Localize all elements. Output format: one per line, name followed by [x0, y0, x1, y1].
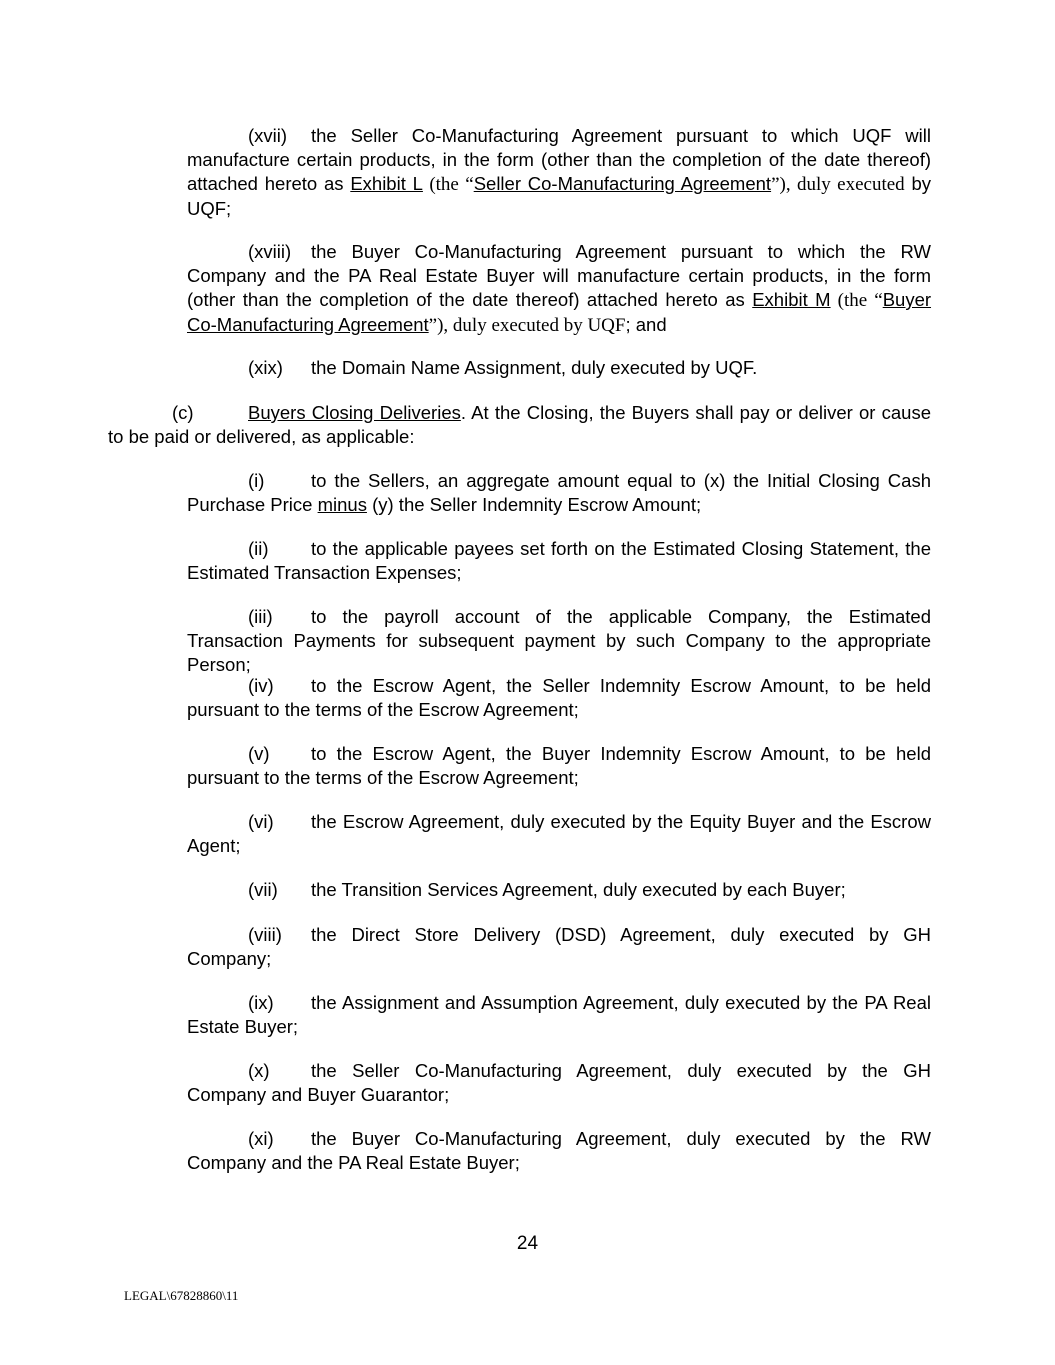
item-text: the Buyer Co-Manufacturing Agreement, duly executed by the RW Company and the PA Real Estate Buyer;	[187, 1128, 931, 1173]
item-number: (vi)	[248, 811, 274, 832]
section-number: (c)	[172, 402, 194, 423]
clause-xix	[187, 356, 931, 380]
item-text: the Assignment and Assumption Agreement, duly executed by the PA Real Estate Buyer;	[187, 992, 931, 1037]
clause-text: the Buyer Co-Manufacturing Agreement pursuant to which the RW Company and the PA Real Estate Buyer will manufacture certain products, in the form (other than the completion of the date thereof) attached hereto as	[187, 241, 931, 310]
clause-number: (xvii)	[248, 125, 288, 146]
item-iv	[187, 674, 931, 722]
document-footer-id: LEGAL\67828860\11	[124, 1288, 239, 1303]
clause-text: ”), duly executed by UQF	[428, 315, 626, 336]
item-iii	[187, 605, 931, 677]
item-text: to the Sellers, an aggregate amount equal to (x) the Initial Closing Cash Purchase Price	[187, 470, 931, 515]
item-vi	[187, 810, 931, 858]
section-c	[108, 401, 931, 449]
clause-text: by UQF;	[187, 173, 931, 219]
item-text: to the Escrow Agent, the Buyer Indemnity Escrow Amount, to be held pursuant to the terms of the Escrow Agreement;	[187, 743, 931, 788]
clause-text: the Domain Name Assignment, duly executed by UQF.	[311, 357, 758, 378]
clause-text: the Seller Co-Manufacturing Agreement pursuant to which UQF will manufacture certain products, in the form (other than the completion of the date thereof) attached hereto as	[187, 125, 931, 194]
section-text: . At the Closing, the Buyers shall pay or deliver or cause to be paid or delivered, as applicable:	[108, 402, 932, 447]
item-text: the Seller Co-Manufacturing Agreement, duly executed by the GH Company and Buyer Guarantor;	[187, 1060, 931, 1105]
clause-number: (xix)	[248, 357, 283, 378]
clause-text: (the “	[422, 174, 474, 195]
item-vii	[187, 878, 931, 902]
item-i	[187, 469, 931, 517]
item-text: to the applicable payees set forth on the Estimated Closing Statement, the Estimated Transaction Expenses;	[187, 538, 931, 583]
defined-term: Seller Co-Manufacturing Agreement	[473, 173, 772, 194]
item-v	[187, 742, 931, 790]
item-x	[187, 1059, 931, 1107]
item-number: (iv)	[248, 675, 274, 696]
item-text: the Escrow Agreement, duly executed by the Equity Buyer and the Escrow Agent;	[187, 811, 931, 856]
item-number: (viii)	[248, 924, 282, 945]
exhibit-reference: Exhibit L	[350, 173, 423, 194]
clause-text: ; and	[625, 314, 667, 335]
item-ii	[187, 537, 931, 585]
item-viii	[187, 923, 931, 971]
item-number: (ii)	[248, 538, 269, 559]
item-ix	[187, 991, 931, 1039]
item-number: (v)	[248, 743, 270, 764]
clause-text: (the “	[830, 290, 883, 311]
item-text: (y) the Seller Indemnity Escrow Amount;	[366, 494, 702, 515]
minus-term: minus	[317, 494, 367, 515]
item-number: (ix)	[248, 992, 274, 1013]
clause-xvii	[187, 124, 931, 221]
item-number: (x)	[248, 1060, 270, 1081]
item-number: (vii)	[248, 879, 278, 900]
item-number: (iii)	[248, 606, 273, 627]
item-text: the Direct Store Delivery (DSD) Agreement, duly executed by GH Company;	[187, 924, 931, 969]
item-text: to the Escrow Agent, the Seller Indemnity Escrow Amount, to be held pursuant to the terms of the Escrow Agreement;	[187, 675, 931, 720]
item-text: the Transition Services Agreement, duly executed by each Buyer;	[311, 879, 846, 900]
item-number: (xi)	[248, 1128, 274, 1149]
item-text: to the payroll account of the applicable Company, the Estimated Transaction Payments for subsequent payment by such Company to the appropriate Person;	[187, 606, 931, 675]
exhibit-reference: Exhibit M	[752, 289, 831, 310]
section-heading: Buyers Closing Deliveries	[248, 402, 461, 423]
defined-term: Buyer Co-Manufacturing Agreement	[187, 289, 932, 335]
clause-xviii	[187, 240, 931, 338]
clause-text: ”), duly executed	[771, 174, 905, 195]
item-xi	[187, 1127, 931, 1175]
clause-number: (xviii)	[248, 241, 292, 262]
page-number: 24	[516, 1233, 539, 1254]
item-number: (i)	[248, 470, 265, 491]
